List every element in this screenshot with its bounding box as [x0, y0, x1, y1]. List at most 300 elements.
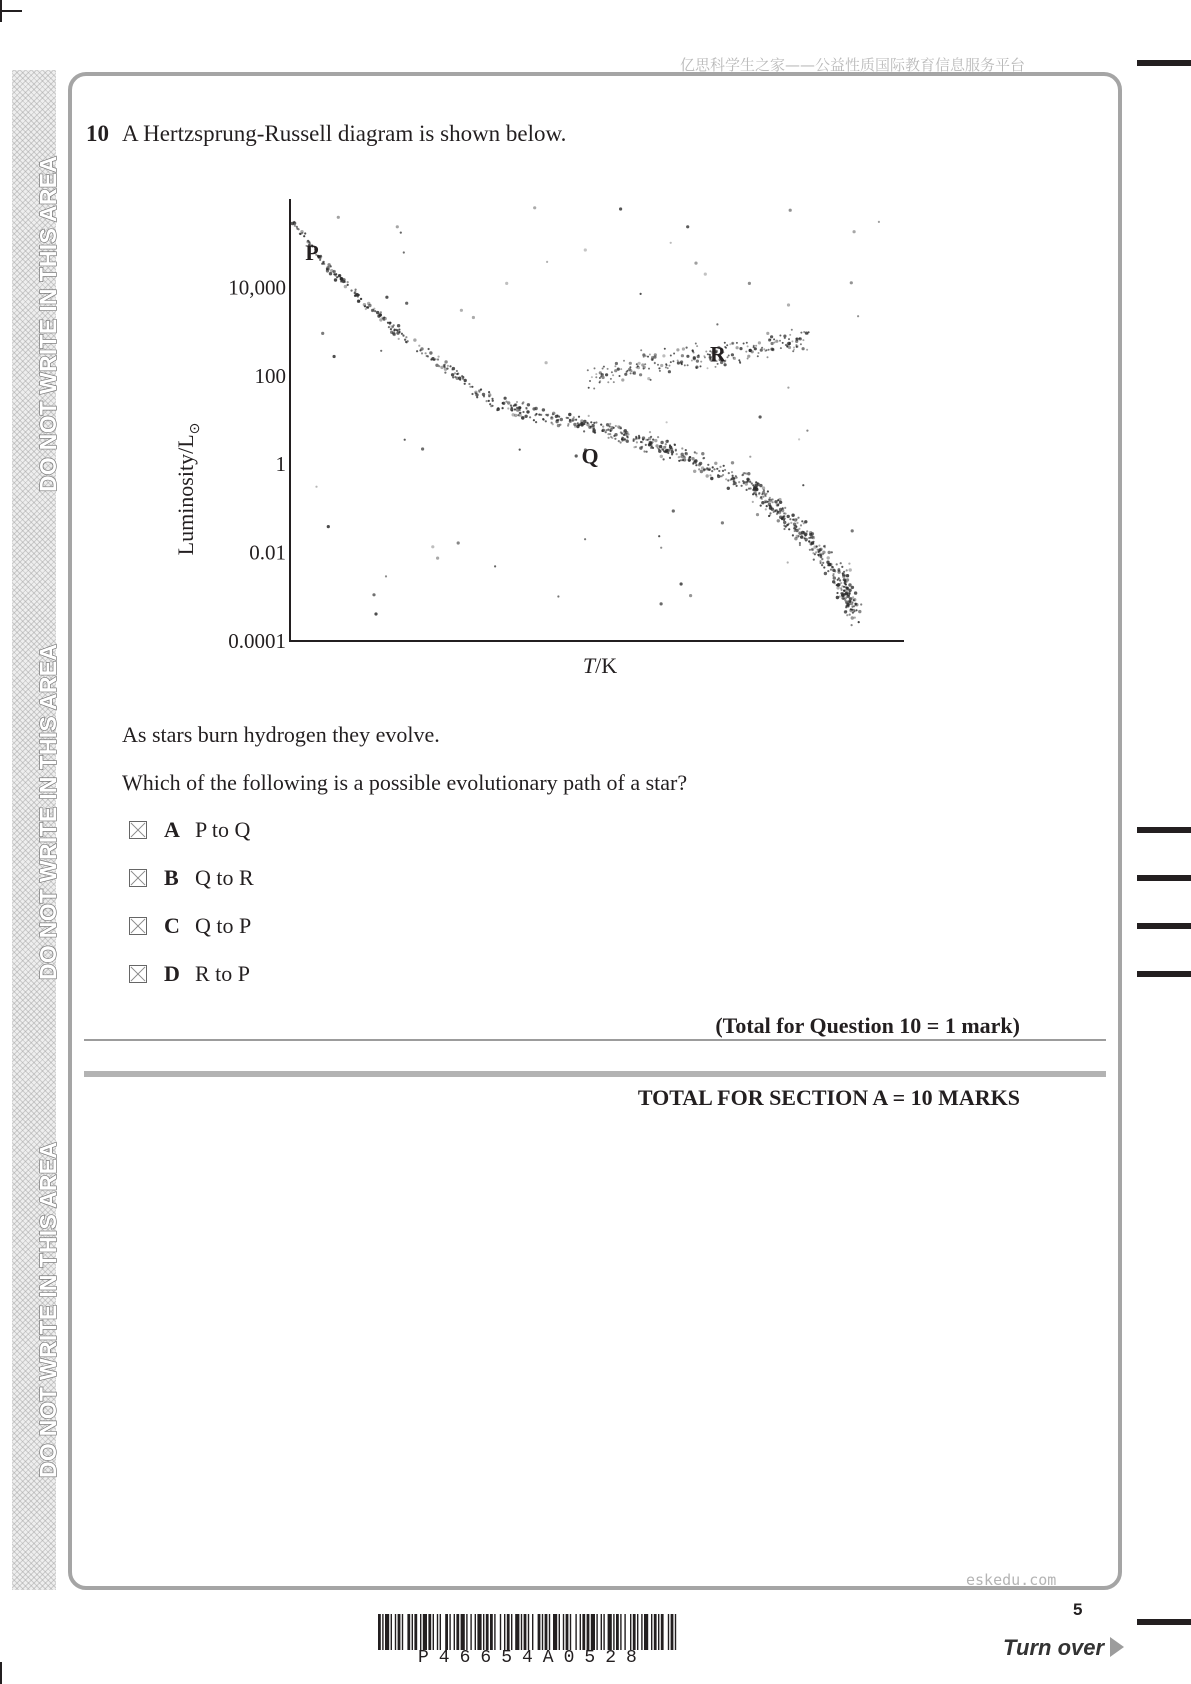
star-point [505, 282, 508, 285]
star-point [738, 481, 740, 483]
star-point [675, 449, 677, 451]
star-point [694, 451, 696, 453]
option-c-text: Q to P [195, 913, 252, 938]
star-point [355, 289, 357, 291]
star-point [846, 569, 848, 571]
star-point [613, 435, 615, 437]
star-point [716, 468, 718, 470]
star-point [799, 544, 801, 546]
barcode-bar [466, 1614, 467, 1650]
star-point [748, 282, 751, 285]
star-point [789, 518, 791, 520]
star-point [777, 499, 779, 501]
star-point [733, 357, 735, 359]
star-point [789, 342, 791, 344]
star-point [742, 474, 744, 476]
hr-diagram [170, 185, 910, 685]
option-a-checkbox[interactable] [129, 821, 147, 839]
star-point [691, 360, 693, 362]
star-point [686, 347, 688, 349]
star-point [807, 333, 809, 335]
star-point [711, 470, 713, 472]
star-point [644, 363, 646, 365]
star-point [555, 415, 558, 418]
page-number: 5 [1073, 1600, 1083, 1619]
star-point [717, 474, 719, 476]
star-point [843, 590, 845, 592]
star-point [841, 585, 843, 587]
star-point [718, 470, 720, 472]
star-point [489, 403, 491, 405]
star-point [683, 458, 686, 461]
option-b-letter: B [164, 865, 179, 890]
star-point [700, 365, 702, 367]
barcode-bar [456, 1614, 459, 1650]
star-point [802, 347, 805, 350]
barcode-bar [528, 1614, 529, 1650]
star-point [529, 416, 531, 418]
star-point [788, 346, 791, 349]
star-point [841, 589, 843, 591]
star-point [728, 472, 730, 474]
star-point [789, 334, 791, 336]
star-point [692, 463, 694, 465]
registration-mark [1137, 923, 1191, 929]
star-point [784, 507, 786, 509]
star-point [766, 505, 768, 507]
star-point [693, 470, 696, 473]
star-point [397, 329, 399, 331]
star-point [824, 572, 827, 575]
star-point [688, 458, 691, 461]
star-point [706, 474, 709, 477]
star-point [848, 589, 851, 592]
star-point [757, 483, 760, 486]
star-point [700, 470, 703, 473]
star-point [577, 422, 579, 424]
star-point [524, 415, 527, 418]
star-point [363, 303, 366, 306]
star-point [823, 566, 825, 568]
star-point [428, 348, 430, 350]
star-point [815, 551, 817, 553]
star-point [769, 512, 771, 514]
star-point [330, 265, 332, 267]
star-point [793, 347, 795, 349]
star-point [666, 421, 668, 423]
barcode-bar [658, 1614, 659, 1650]
star-point [593, 422, 595, 424]
star-point [669, 457, 671, 459]
star-point [722, 474, 724, 476]
point-label-p: P [305, 240, 319, 266]
option-d-checkbox[interactable] [129, 965, 147, 983]
star-point [665, 366, 667, 368]
star-point [685, 449, 687, 451]
option-a-letter: A [164, 817, 180, 842]
star-point [782, 342, 784, 344]
barcode-bar [644, 1614, 648, 1650]
point-labels [305, 240, 727, 468]
star-point [664, 451, 666, 453]
option-b-checkbox[interactable] [129, 869, 147, 887]
barcode-bar [559, 1614, 560, 1650]
star-point [560, 418, 563, 421]
star-point [851, 529, 854, 532]
star-point [620, 441, 622, 443]
barcode-bar [507, 1614, 510, 1650]
star-point [743, 481, 745, 483]
star-point [367, 306, 369, 308]
star-point [788, 338, 790, 340]
star-point [855, 603, 858, 606]
star-point [796, 518, 798, 520]
star-point [347, 281, 349, 283]
star-point [478, 390, 480, 392]
margin-warning: DO NOT WRITE IN THIS AREA [35, 1141, 61, 1478]
star-point [347, 284, 349, 286]
star-point [660, 547, 662, 549]
star-point [848, 583, 851, 586]
star-point [713, 468, 715, 470]
star-point [768, 338, 771, 341]
barcode-bar [461, 1614, 465, 1650]
star-point [627, 370, 629, 372]
star-point [449, 365, 451, 367]
barcode-bar [630, 1614, 631, 1650]
star-point [770, 499, 772, 501]
star-point [709, 474, 711, 476]
star-point [488, 400, 490, 402]
star-point [456, 373, 458, 375]
star-point [855, 609, 857, 611]
star-point [588, 387, 590, 389]
star-point [693, 461, 695, 463]
barcode-bar [385, 1614, 389, 1650]
star-point [559, 424, 561, 426]
star-point [771, 348, 774, 351]
star-point [385, 296, 388, 299]
star-point [787, 387, 789, 389]
star-point [354, 292, 356, 294]
star-point [764, 500, 767, 503]
star-point [468, 383, 470, 385]
star-point [783, 528, 785, 530]
star-point [844, 579, 846, 581]
star-point [664, 446, 666, 448]
star-point [783, 521, 786, 524]
star-point [491, 398, 493, 400]
star-point [593, 429, 596, 432]
star-point [779, 501, 782, 504]
star-point [799, 542, 801, 544]
star-point [849, 601, 851, 603]
star-point [301, 232, 303, 234]
star-point [609, 433, 611, 435]
star-point [590, 421, 592, 423]
star-point [444, 360, 447, 363]
star-point [640, 441, 642, 443]
star-point [674, 444, 676, 446]
star-point [818, 554, 821, 557]
star-point [671, 450, 674, 453]
star-point [723, 465, 725, 467]
star-point [725, 478, 727, 480]
star-point [819, 548, 822, 551]
star-point [689, 594, 692, 597]
star-point [791, 514, 794, 517]
star-point [621, 378, 624, 381]
barcode-bar [445, 1614, 448, 1650]
star-point [843, 571, 845, 573]
star-point [685, 452, 688, 455]
barcode-bar [661, 1614, 664, 1650]
star-point [618, 426, 621, 429]
star-point [782, 517, 784, 519]
star-point [651, 356, 654, 359]
option-c-checkbox[interactable] [129, 917, 147, 935]
star-point [642, 353, 645, 356]
star-point [464, 379, 467, 382]
star-point [790, 522, 792, 524]
star-point [777, 504, 779, 506]
star-point [851, 616, 854, 619]
star-point [606, 423, 609, 426]
star-point [374, 612, 377, 615]
star-point [624, 429, 627, 432]
star-point [755, 481, 757, 483]
barcode-bar [563, 1614, 564, 1650]
star-point [452, 376, 454, 378]
star-point [609, 423, 611, 425]
barcode-bar [587, 1614, 590, 1650]
star-point [575, 454, 578, 457]
star-point [402, 334, 404, 336]
y-axis-label: Luminosity/$L_⊙$ [173, 422, 203, 556]
star-point [738, 359, 740, 361]
star-point [472, 316, 475, 319]
star-point [755, 494, 757, 496]
star-point [789, 209, 792, 212]
star-point [629, 362, 632, 365]
star-point [532, 407, 535, 410]
star-point [662, 449, 664, 451]
star-point [482, 393, 485, 396]
star-point [666, 364, 668, 366]
star-point [650, 436, 652, 438]
star-point [808, 540, 810, 542]
star-point [839, 596, 841, 598]
star-point [372, 309, 374, 311]
star-point [654, 362, 656, 364]
barcode-bar [591, 1614, 595, 1650]
star-point [298, 228, 300, 230]
barcode-bar [654, 1614, 657, 1650]
star-point [385, 575, 387, 577]
star-point [334, 278, 337, 281]
star-point [494, 565, 496, 567]
star-point [588, 415, 590, 417]
star-point [692, 350, 694, 352]
star-point [703, 468, 705, 470]
star-point [514, 408, 516, 410]
star-point [800, 524, 802, 526]
barcode-bar [582, 1614, 585, 1650]
star-point [747, 479, 750, 482]
star-point [615, 362, 618, 365]
star-point [639, 373, 642, 376]
star-point [684, 364, 686, 366]
y-tick-label: 0.0001 [228, 629, 286, 653]
star-point [773, 342, 775, 344]
star-point [845, 591, 848, 594]
star-point [808, 537, 810, 539]
star-point [780, 347, 782, 349]
star-point [633, 371, 636, 374]
star-point [614, 365, 616, 367]
barcode-bar [671, 1614, 674, 1650]
star-point [736, 477, 738, 479]
star-point [575, 419, 577, 421]
star-point [602, 376, 605, 379]
star-point [844, 598, 846, 600]
star-point [545, 361, 548, 364]
star-point [831, 551, 833, 553]
star-point [321, 332, 324, 335]
star-point [753, 492, 755, 494]
star-point [799, 337, 801, 339]
star-point [438, 356, 440, 358]
star-point [436, 557, 439, 560]
star-point [451, 368, 453, 370]
star-point [695, 343, 697, 345]
star-point [747, 472, 750, 475]
star-point [732, 342, 734, 344]
star-point [540, 414, 542, 416]
star-point [817, 551, 819, 553]
star-point [460, 309, 463, 312]
star-point [599, 380, 601, 382]
barcode-bar [433, 1614, 434, 1650]
star-point [613, 381, 615, 383]
star-point [464, 383, 466, 385]
star-point [421, 447, 424, 450]
star-point [303, 235, 305, 237]
star-point [613, 427, 615, 429]
star-point [642, 438, 644, 440]
star-point [620, 431, 622, 433]
barcode-bar [494, 1614, 495, 1650]
star-point [607, 381, 609, 383]
star-point [774, 510, 776, 512]
star-point [753, 345, 755, 347]
barcode-bar [391, 1614, 392, 1650]
star-point [783, 335, 786, 338]
star-point [732, 475, 734, 477]
star-point [827, 570, 829, 572]
barcode-bar [566, 1614, 569, 1650]
barcode-bar [449, 1614, 450, 1650]
star-point [333, 355, 336, 358]
star-point [659, 367, 661, 369]
star-point [827, 563, 830, 566]
star-point [837, 583, 840, 586]
star-point [327, 525, 330, 528]
barcode-bar [620, 1614, 621, 1650]
star-point [344, 285, 347, 288]
barcode-bar [608, 1614, 612, 1650]
star-point [787, 524, 789, 526]
star-point [486, 400, 488, 402]
star-point [736, 485, 738, 487]
star-point [542, 408, 545, 411]
star-point [404, 338, 406, 340]
barcode-bar [420, 1614, 421, 1650]
star-point [372, 593, 375, 596]
star-point [676, 453, 678, 455]
barcode-bar [651, 1614, 652, 1650]
star-point [792, 519, 794, 521]
star-point [796, 535, 799, 538]
star-point [360, 298, 362, 300]
question-total: (Total for Question 10 = 1 mark) [715, 1013, 1020, 1038]
star-point [806, 349, 808, 351]
barcode-bar [398, 1614, 401, 1650]
star-point [648, 368, 650, 370]
star-point [813, 545, 816, 548]
star-point [775, 340, 778, 343]
star-point [393, 324, 395, 326]
star-point [846, 604, 849, 607]
star-point [526, 410, 529, 413]
star-point [376, 311, 379, 314]
star-point [751, 482, 753, 484]
barcode-bar [603, 1614, 604, 1650]
y-tick-label: 0.01 [249, 540, 286, 565]
star-point [788, 528, 790, 530]
star-point [831, 567, 833, 569]
registration-mark [1137, 971, 1191, 977]
star-point [846, 574, 849, 577]
barcode-bar [395, 1614, 396, 1650]
star-point [678, 456, 680, 458]
star-point [759, 415, 762, 418]
star-point [858, 621, 860, 623]
star-point [698, 468, 700, 470]
star-point [701, 452, 704, 455]
star-point [380, 311, 382, 313]
star-point [573, 423, 576, 426]
star-point [545, 414, 547, 416]
star-point [638, 362, 641, 365]
star-point [584, 248, 587, 251]
star-point [704, 273, 707, 276]
crop-mark [0, 1662, 2, 1684]
star-point [846, 578, 849, 581]
barcode [378, 1614, 812, 1650]
star-point [620, 368, 622, 370]
option-b-text: Q to R [195, 865, 254, 890]
star-point [659, 445, 662, 448]
star-point [767, 490, 769, 492]
star-point [851, 602, 853, 604]
star-point [733, 482, 736, 485]
star-point [743, 343, 745, 345]
star-point [716, 323, 718, 325]
star-point [837, 579, 839, 581]
star-point [665, 440, 668, 443]
star-point [858, 610, 861, 613]
